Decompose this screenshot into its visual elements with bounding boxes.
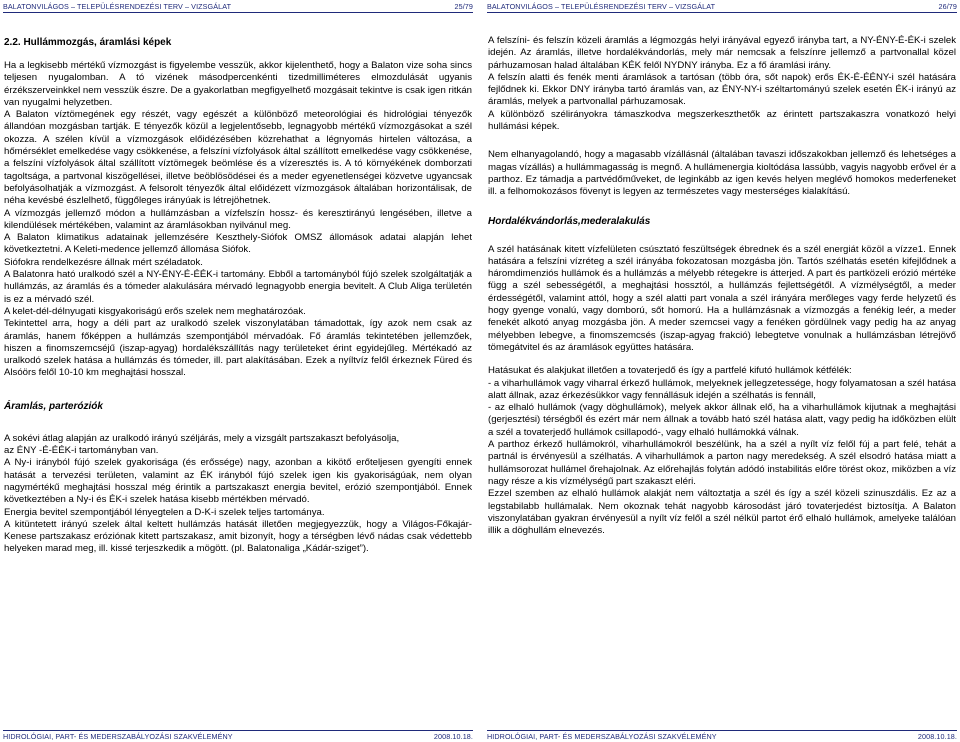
paragraph: A kelet-dél-délnyugati kisgyakoriságú erős szelek nem meghatározóak. <box>4 305 306 317</box>
right-header-title: BALATONVILÁGOS – TELEPÜLÉSRENDEZÉSI TERV – VIZSGÁLAT <box>487 2 716 11</box>
paragraph: az ÉNY -É-ÉÉK-i tartományban van. <box>4 445 159 457</box>
left-footer-text: HIDROLÓGIAI, PART- ÉS MEDERSZABÁLYOZÁSI SZAKVÉLEMÉNY <box>3 732 233 741</box>
paragraph: A felszín alatti és fenék menti áramlások a tartósan (több óra, sőt napok) erős ÉK-É-ÉÉNY-i szél hatására fejlődnek ki. Ekkor DNY irányba tartó áramlás van, az ÉNY-NY-i széltartományú szelek esetén ÉK-i irányú az áramlás, melyek a partvonallal párhuzamosak. <box>488 71 956 108</box>
right-footer-date: 2008.10.18. <box>917 732 957 741</box>
left-page-number: 25/79 <box>454 2 473 11</box>
right-footer <box>487 730 957 741</box>
paragraph: A Balatonra ható uralkodó szél a NY-ÉNY-É-ÉÉK-i tartomány. Ebből a tartományból fújó szelek szolgáltatják a hullámzás, az áramlás és a tómeder alakulására mérvadó legnagyobb energia bevitelt. A Club Aliga területén is ez a mérvadó szél. <box>4 269 472 305</box>
paragraph: A Balaton klimatikus adatainak jellemzésére Keszthely-Siófok OMSZ állomások adatai alapján lehet következtetni. A Keleti-medence jellemző állomása Siófok. <box>4 232 472 256</box>
paragraph: A felszíni- és felszín közeli áramlás a légmozgás helyi irányával egyező irányba tart, a NY-ÉNY-É-ÉK-i szelek idején. Az áramlás, illetve hordalékvándorlás, mely már nemcsak a felszínre jellemző a partvonallal közel párhuzamosan halad általában KÉK felől NYDNY irányba. Ez a fő áramlási irány. <box>488 35 956 71</box>
paragraph: Ha a legkisebb mértékű vízmozgást is figyelembe vesszük, akkor kijelenthető, hogy a Balaton vize soha sincs teljesen nyugalomban. A tó vizének másodpercenkénti tizedmilliméteres elmozdulását ugyanis érzékszerveinkkel nem vesszük észre. De a gyakorlatban megfigyelhető mozgásait tekintve is csak igen ritkán van nyugalmi helyzetben. <box>4 60 472 108</box>
paragraph: A kitüntetett irányú szelek által keltett hullámzás hatását illetően megjegyezzük, hogy a Világos-Főkajár-Kenese partszakasz eróziónak kitett partszakasz, amit bizonyít, hogy a térségben lévő nádas csak védettebb helyeken marad meg, ill. kissé terjeszkedik a mögött. (pl. Balatonaliga „Kádár-sziget”). <box>4 518 472 555</box>
paragraph: Nem elhanyagolandó, hogy a magasabb vízállásnál (általában tavaszi időszakokban jellemző és lehetséges a magas vízállás) a hullámmagasság is megnő. A hullámenergia kioltódása lassúbb, vagyis nagyobb erővel ér a parthoz. Ez támadja a partvédőműveket, de leginkább az igen kevés helyen meglévő homokos mederfeneket ill. a felhomokozásos fövenyt is legyen az természetes vagy mesterséges kialakítású. <box>488 149 956 198</box>
paragraph: - a viharhullámok vagy viharral érkező hullámok, melyeknek jellegzetessége, hogy folyamatosan a szél hatása alatt állnak, azaz érkezésükkor vagy fennállásuk idején a szélhatás is fennáll, <box>488 377 956 401</box>
right-page-number: 26/79 <box>938 2 957 11</box>
paragraph: - az elhaló hullámok (vagy döghullámok), melyek akkor állnak elő, ha a viharhullámok kijutnak a meghajtási (gerjesztési) térségből és ezért már nem állnak a tovább ható szél hatása alatt, vagy pedig ha időközben elült a szél a tovaterjedő hullámok csillapodó-, vagy elhaló hullámokká válnak. <box>488 402 956 438</box>
right-footer-text: HIDROLÓGIAI, PART- ÉS MEDERSZABÁLYOZÁSI SZAKVÉLEMÉNY <box>487 732 717 741</box>
subheading: Hordalékvándorlás,mederalakulás <box>488 215 651 227</box>
right-header <box>487 1 957 13</box>
paragraph: Ezzel szemben az elhaló hullámok alakját nem változtatja a szél és így a szél közeli szinuszdális. Ez az a legstabilabb hullámalak. Nem okoznak tehát nagyobb károsodást járó tovaterjedést biztosítja. A Balaton viszonylatában gyakran érvényesül a nyílt víz felől a szél nélkül partot érő elhaló hullámok, amelyeke találóan illik a döghullám elnevezés. <box>488 488 956 537</box>
left-footer-date: 2008.10.18. <box>433 732 473 741</box>
left-page <box>0 0 476 742</box>
right-body <box>488 35 956 537</box>
paragraph: A Ny-i irányból fújó szelek gyakorisága (és erőssége) nagy, azonban a kikötő erőteljesen gyengíti ennek hatását a tervezési területen, valamint az ÉK irányból fújó szelek igen kis gyakoriságúak, nem olyan nagymértékű meghajtási hosszal még érintik a partszakaszt energia bevitel, erózió szempontjából. Ennek következtében a Ny-i és ÉK-i szelek hatása kisebb mértékben mérvadó. <box>4 457 472 506</box>
subheading: Áramlás, parteróziók <box>4 400 103 412</box>
left-header-title: BALATONVILÁGOS – TELEPÜLÉSRENDEZÉSI TERV – VIZSGÁLAT <box>3 2 232 11</box>
paragraph: A vízmozgás jellemző módon a hullámzásban a vízfelszín hossz- és keresztirányú lengésében, illetve a kilendülések mértékében, valamint az áramlásokban nyilvánul meg. <box>4 207 472 231</box>
paragraph: A Balaton víztömegének egy részét, vagy egészét a különböző meteorológiai és hidrológiai tényezők állandóan mozgásban tartják. E tényezők közül a legjelentősebb, legnagyobb mértékű vízmozgásokat a szél okozza. A szélen kívül a vízmozgások előidézésében közrehathat a légnyomás hirtelen változása, a hőmérséklet emelkedése vagy csökkenése, a felszíni vízfolyások által szállított emelkedése vagy csökkenése, a felszíni vízfolyások által szállított víztömegek beömlése és a vízeresztés is. A tó környékének domborzati tagoltsága, a partvonal kiszögellései, illetve beöblösödései és a meder egyenetlenségei közvetve ugyancsak befolyásolhatják a vízmozgást. A felsorolt tényezők által előidézett vízmozgások általában horizontálisak, de néha kevésbé észlelhető, függőleges irányúak is létrejöhetnek. <box>4 109 472 207</box>
paragraph: A sokévi átlag alapján az uralkodó irányú széljárás, mely a vizsgált partszakaszt befolyásolja, <box>4 432 400 444</box>
paragraph: Siófokra rendelkezésre állnak mért széladatok. <box>4 256 203 268</box>
paragraph: Hatásukat és alakjukat illetően a tovaterjedő és így a partfelé kifutó hullámok kétfélék: <box>488 365 852 377</box>
paragraph: Tekintettel arra, hogy a déli part az uralkodó szelek viszonylatában támadottak, így azok nem csak az áramlás, hanem főképpen a hullámzás szempontjából mérvadóak. Fő áramlás tekintetében jellemzőek, hiszen a finomszemcséjű (iszap-agyag) hordalékszállítás nagy területeket érint egyidejűleg. Mértékadó az uralkodó szelek hatása a hullámzás és tómeder, ill. part alakításában. Ezek a nyíltvíz felől érkeznek Füred és Alsóörs felől 10-10 km meghajtási hosszal. <box>4 318 472 379</box>
paragraph: Energia bevitel szempontjából lényegtelen a D-K-i szelek teljes tartománya. <box>4 506 325 518</box>
left-header <box>3 1 473 13</box>
paragraph: A parthoz érkező hullámokról, viharhullámokról beszélünk, ha a szél a nyílt víz felől fúj a part felé, tehát a partnál is érvényesül a szélhatás. A viharhullámok a parton nagy meredekség. A szél elsodró hatása miatt a hullámsorozat hullámel őrehajolnak. Az előrehajlás folytán adódó instabilitás előre törést okoz, miközben a víz nagy része a kis vízmélységű part szakaszt eléri. <box>488 439 956 487</box>
paragraph: A szél hatásának kitett vízfelületen csúsztató feszültségek ébrednek és a szél energiát közöl a vízze1. Ennek hatására a felszíni vízréteg a szél irányába fokozatosan mozgásba jön. Tartós szélhatás esetén kifejlődnek a háromdimenziós hullámok és a hullámzás a mélyebb rétegekre is átterjed. A part és partközeli erózió mértéke függ a szél sebességétől, a meghajtási hossztól, a hullámzás fejlettségétől. A vízmélységtől, a meder érdességétől, valamint attól, hogy a szél alatti part vonala a szél irányára merőleges vagy ferde helyzetű és hogy gyenge vonalú, vagy domború, sőt homorú. Ha a hullámzásnak a vízmozgás a fenékig leér, a meder fenekét alkotó anyag mozgásba jön. A meder szemcsei vagy a fenéken gördülnek vagy pedig ha az anyag mélyebben lebegve, a finomszemcsés (iszap-agyag frakció) lebegtetve vonulnak a hullámzásban létrejövő tömegátvitel és az áramlások együttes hatására. <box>488 243 956 353</box>
paragraph: A különböző szélirányokra támaszkodva megszerkeszthetők az érintett partszakaszra vonatkozó helyi hullámási képek. <box>488 108 956 133</box>
left-body <box>4 36 472 556</box>
section-heading: 2.2. Hullámmozgás, áramlási képek <box>4 37 172 48</box>
right-page <box>484 0 960 742</box>
left-footer <box>3 730 473 741</box>
